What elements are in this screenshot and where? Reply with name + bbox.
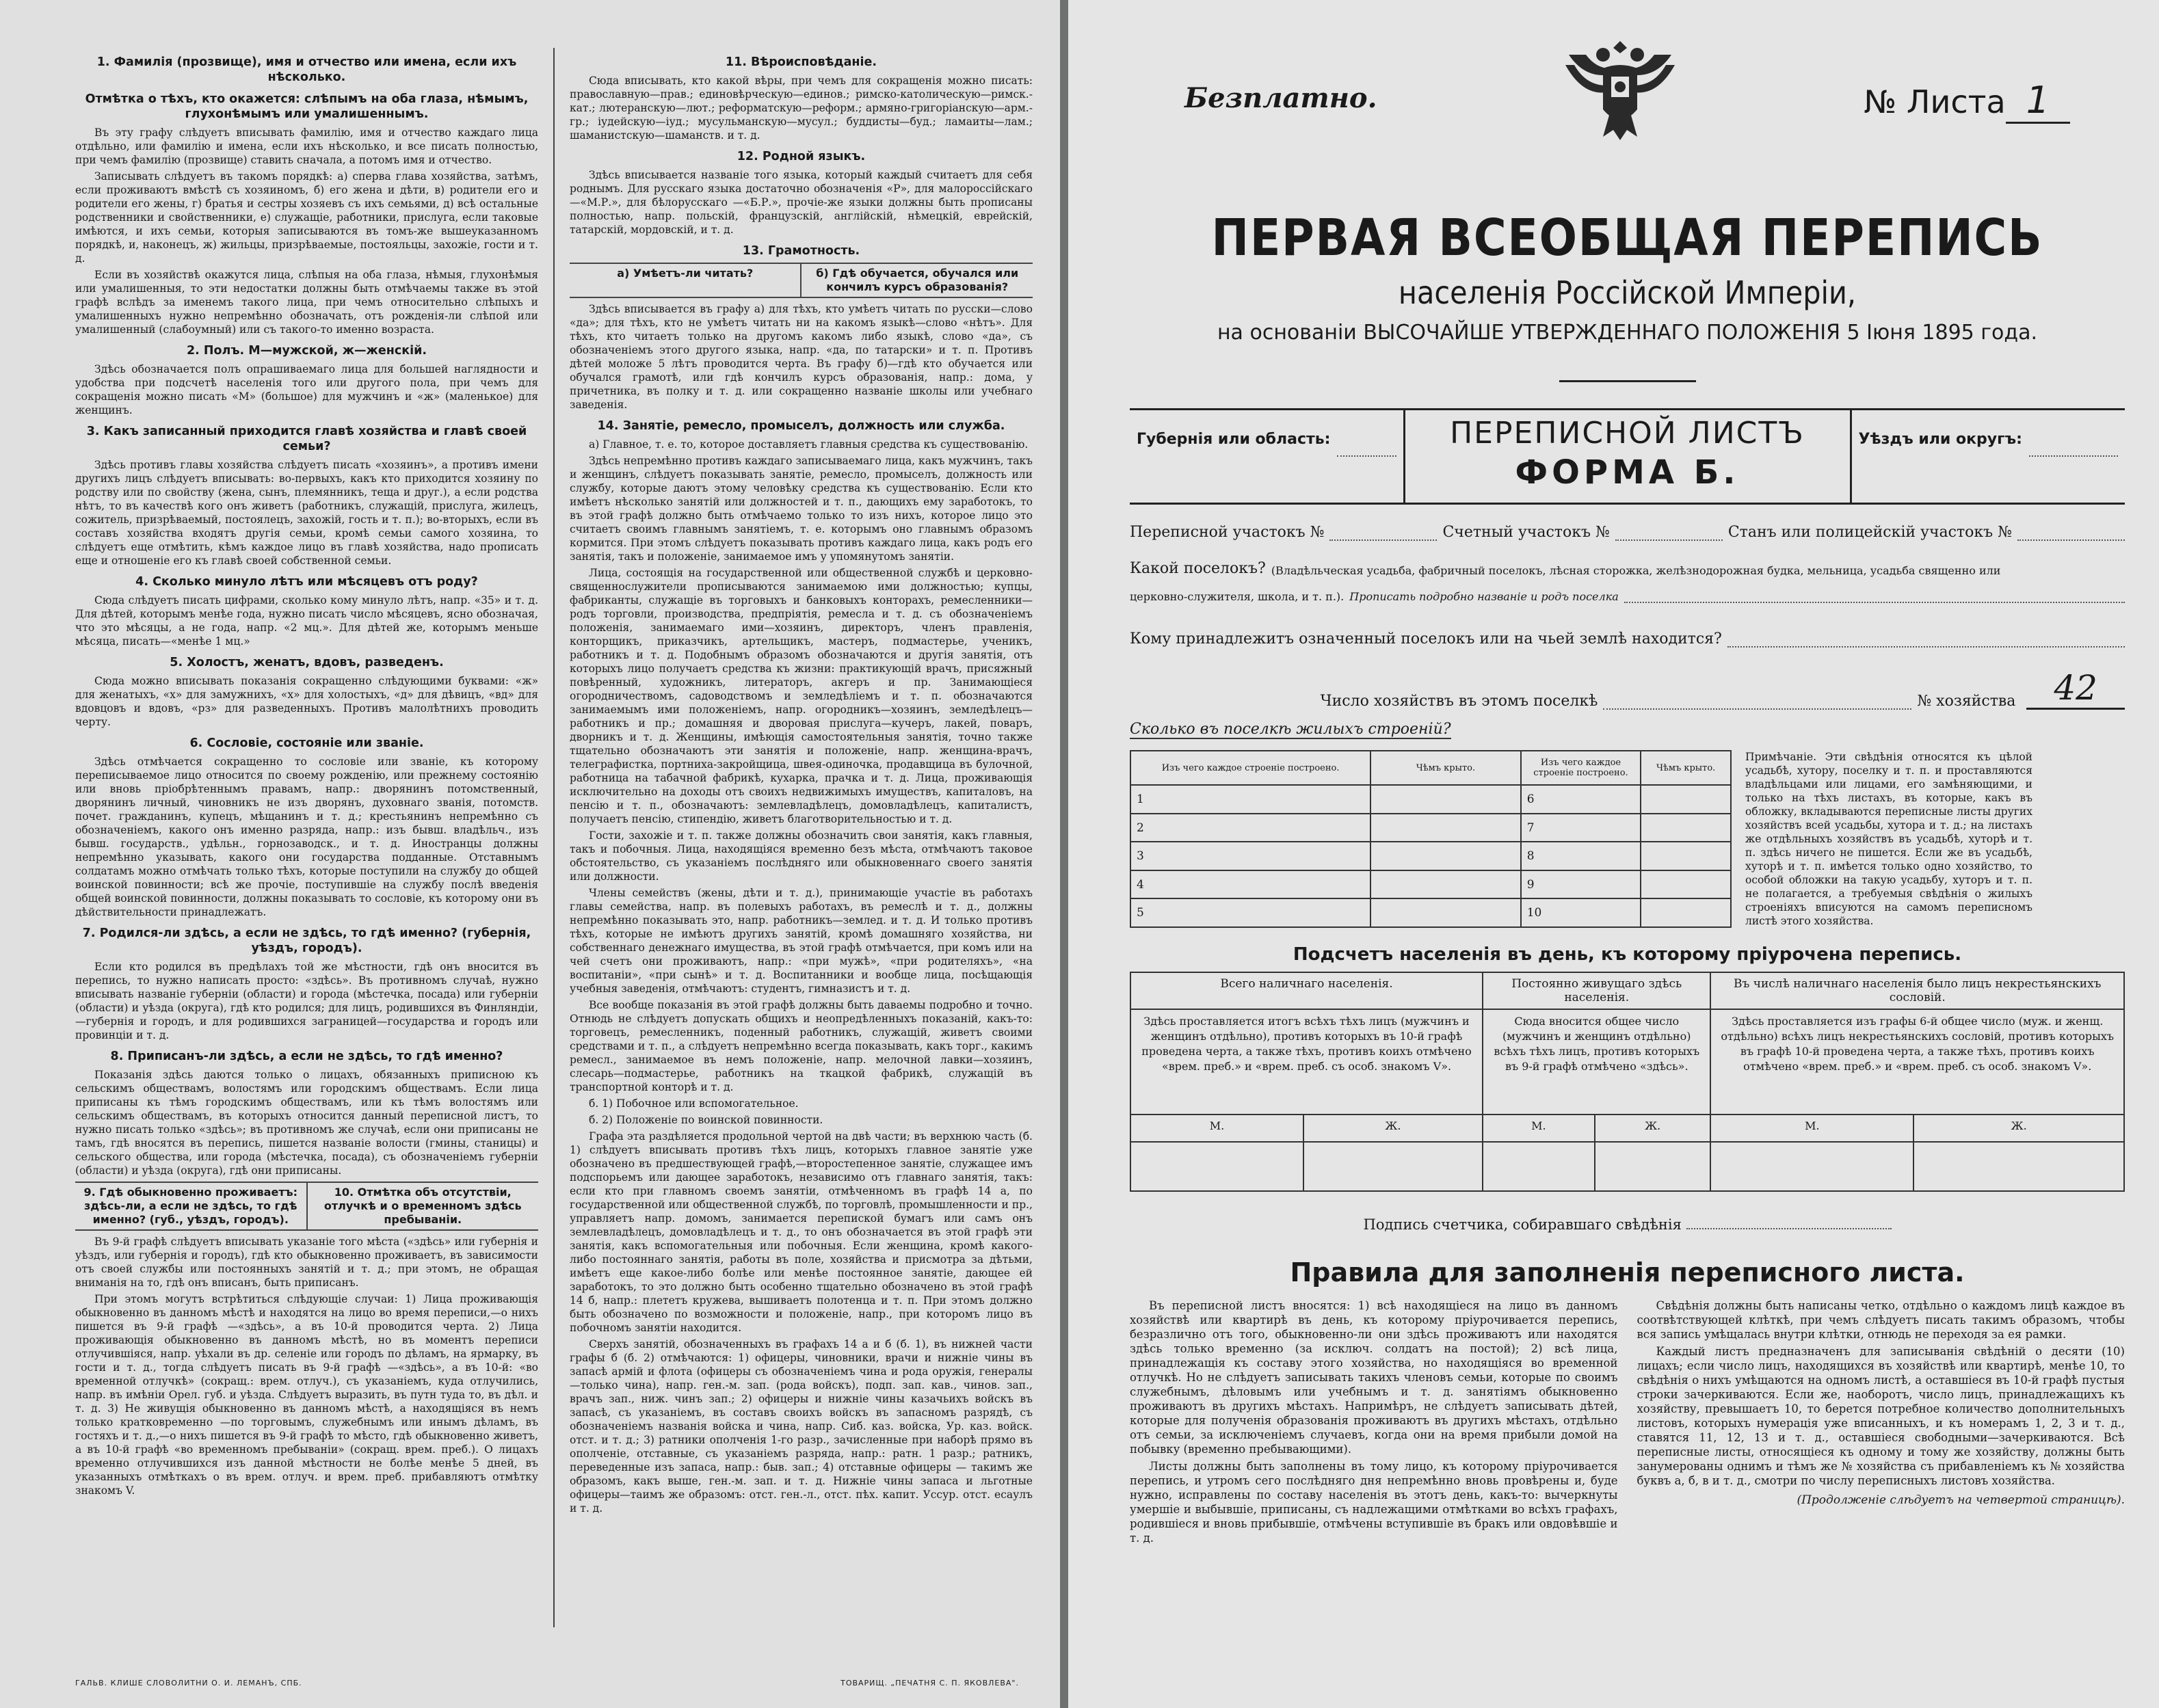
count-desc-non-peasant: Здѣсь проставляется изъ графы 6-й общее число (муж. и женщ. отдѣльно) всѣхъ лицъ некрестьянскихъ сословій, противъ которыхъ въ графѣ 10-й проведена черта, а также тѣхъ, противъ коихъ отмѣчено «врем. преб.» и «врем. преб. съ особ. знакомъ V». <box>1710 1009 2124 1115</box>
house-number-cell: 8 <box>1521 842 1641 870</box>
count-value-cell[interactable] <box>1913 1142 2124 1191</box>
police-precinct-blank[interactable] <box>2017 524 2125 541</box>
precinct-line <box>1130 524 2125 541</box>
households-line <box>1130 668 2125 710</box>
instruction-paragraph: Здѣсь противъ главы хозяйства слѣдуетъ писать «хозяинъ», а противъ имени другихъ лицъ слѣдуетъ вписывать: во-первыхъ, какъ кто приходится хозяину по родству или по свойству (жена, сынъ, племянникъ, теща и друг.), а если родства нѣтъ, то въ качествѣ кого онъ живетъ (работникъ, служащій, прислуга, жилецъ, сожитель, призрѣваемый, постоялецъ, захожій, гость и т. п.); во-вторыхъ, если въ составъ хозяйства входятъ другія семьи, кромѣ семьи самого хозяина, то слѣдуетъ еще отмѣтить, кѣмъ каждое лицо въ главѣ хозяйства, надо прописать еще и отношеніе его къ главѣ своей собственной семьи. <box>75 459 538 567</box>
enumerator-signature-line <box>1130 1216 2125 1233</box>
house-number-cell: 5 <box>1130 898 1370 927</box>
engraver-credit: ГАЛЬВ. КЛИШЕ СЛОВОЛИТНИ О. И. ЛЕМАНЪ, СПБ. <box>75 1679 302 1687</box>
instruction-paragraph: Члены семействъ (жены, дѣти и т. д.), принимающіе участіе въ работахъ главы семейства, напр. въ полевыхъ работахъ, въ ремеслѣ и т. д., должны непремѣнно показывать это, напр. работникъ—землед. и т. д. И только противъ тѣхъ, которые не имѣютъ другихъ занятій, кромѣ домашняго хозяйства, ни собственнаго денежнаго имущества, въ этой графѣ отмѣчается, при комъ или на чей счетъ они проживаютъ, напр.: «при мужѣ», «при родителяхъ», «на воспитаніи», «при сынѣ» и т. д. Воспитанники и вообще лица, посѣщающія учебныя заведенія, отмѣчаютъ: студентъ, гимназистъ и т. д. <box>569 887 1033 995</box>
census-precinct-label: Переписной участокъ № <box>1130 524 1325 541</box>
rule-paragraph: Листы должны быть заполнены въ тому лицо, къ которому пріурочивается перепись, и утромъ сего послѣдняго дня непремѣнно вновь провѣрены и, буде нужно, исправлены по составу населенія въ этотъ день, какъ-то: вычеркнуты умершіе и выбывшіе, приписаны, съ надлежащими отмѣтками во всѣхъ графахъ, родившіеся и вновь прибывшіе, отмѣчены вступившіе въ бракъ или овдовѣвшіе и т. д. <box>1130 1460 1618 1545</box>
district-field <box>1852 410 2125 503</box>
census-precinct-blank[interactable] <box>1329 524 1437 541</box>
instruction-paragraph: Гости, захожіе и т. п. также должны обозначить свои занятія, какъ главныя, такъ и побочныя. Лица, находящіяся временно безъ мѣста, отмѣчаютъ таковое обстоятельство, съ указаніемъ послѣдняго или обыкновеннаго своего занятія или должности. <box>569 829 1033 883</box>
house-number-cell: 6 <box>1521 785 1641 814</box>
house-number-cell: 3 <box>1130 842 1370 870</box>
sheet-number-label: № Листа <box>1864 83 2006 120</box>
decree-line: на основаніи ВЫСОЧАЙШЕ УТВЕРЖДЕННАГО ПОЛОЖЕНІЯ 5 Іюня 1895 года. <box>1217 321 2038 345</box>
houses-col-material: Изъ чего каждое строеніе построено. <box>1130 751 1370 785</box>
table-row <box>1130 814 1731 842</box>
counting-precinct-label: Счетный участокъ № <box>1442 524 1610 541</box>
split-heading-cell: 9. Гдѣ обыкновенно проживаетъ: здѣсь-ли, а если не здѣсь, то гдѣ именно? (губ., уѣздъ, городъ). <box>75 1183 308 1229</box>
house-value-cell[interactable] <box>1370 785 1521 814</box>
house-number-cell: 9 <box>1521 870 1641 899</box>
house-value-cell[interactable] <box>1370 898 1521 927</box>
police-precinct-label: Станъ или полицейскій участокъ № <box>1727 524 2012 541</box>
instruction-paragraph: Сюда можно вписывать показанія сокращенно слѣдующими буквами: «ж» для женатыхъ, «х» для замужнихъ, «х» для холостыхъ, «д» для дѣвицъ, «вд» для вдовцовъ и вдовъ, «рз» для разведенныхъ. Противъ малолѣтнихъ проводить черту. <box>75 675 538 728</box>
count-desc-resident: Сюда вносится общее число (мужчинъ и женщинъ отдѣльно) всѣхъ тѣхъ лицъ, противъ которыхъ въ 9-й графѣ отмѣчено «здѣсь». <box>1483 1009 1710 1115</box>
count-male-label: М. <box>1710 1115 1913 1142</box>
form-header <box>1130 408 2125 505</box>
settlement-hint-3: Прописать подробно названіе и родъ поселка <box>1349 590 1619 603</box>
house-value-cell[interactable] <box>1641 870 1731 899</box>
title-rule <box>1559 380 1696 382</box>
section-heading: 1. Фамилія (прозвище), имя и отчество или имена, если ихъ нѣсколько. <box>96 55 517 84</box>
instruction-paragraph: Здѣсь отмѣчается сокращенно то сословіе или званіе, къ которому переписываемое лицо относится по своему рожденію, или прежнему состоянію или вновь пріобрѣтеннымъ правамъ, напр.: дворянинъ потомственный, дворянинъ личный, чиновникъ не изъ дворянъ, духовнаго званія, потомств. почет. гражданинъ, купецъ, мѣщанинъ и т. д.; крестьянинъ непремѣнно съ обозначеніемъ, какого онъ именно разряда, напр.: изъ бывш. владѣльч., изъ бывш. государств., удѣльн., горнозаводск., и т. д. Иностранцы должны непремѣнно указывать, какого они государства подданные. Отставнымъ солдатамъ можно отмѣчать только тѣхъ, которые поступили на службу до общей воинской повинности; всѣ же прочіе, поступившіе на службу послѣ введенія общей воинской повинности, должны показывать то сословіе, къ которому они въ дѣйствительности принадлежатъ. <box>75 756 538 918</box>
instruction-paragraph: б. 1) Побочное или вспомогательное. <box>588 1097 799 1110</box>
split-heading-cell: а) Умѣетъ-ли читать? <box>570 264 802 297</box>
instruction-paragraph: Здѣсь вписывается названіе того языка, который каждый считаетъ для себя роднымъ. Для русскаго языка достаточно обозначенія «Р», для малороссійскаго—«М.Р.», для бѣлорусскаго —«Б.Р.», прочіе-же языки должны быть прописаны полностью, напр. польскій, французскій, англійскій, нѣмецкій, еврейскій, татарскій, мордовскій, и т. д. <box>569 169 1033 236</box>
count-male-label: М. <box>1130 1115 1303 1142</box>
settlement-hint: (Владѣльческая усадьба, фабричный поселокъ, лѣсная сторожка, желѣзнодорожная будка, мельница, усадьба священно или <box>1271 564 2001 577</box>
instruction-paragraph: а) Главное, т. е. то, которое доставляетъ главныя средства къ существованію. <box>588 438 1029 451</box>
settlement-line <box>1130 560 2125 577</box>
census-title: ПЕРВАЯ ВСЕОБЩАЯ ПЕРЕПИСЬ <box>1211 209 2043 267</box>
split-heading-cell: 10. Отмѣтка объ отсутствіи, отлучкѣ и о временномъ здѣсь пребываніи. <box>323 1186 522 1226</box>
dwellings-note: Примѣчаніе. Эти свѣдѣнія относятся къ цѣлой усадьбѣ, хутору, поселку и т. п. и проставляются владѣльцами или лицами, его замѣняющими, и только на тѣхъ листахъ, въ которые, какъ въ обложку, вкладываются переписные листы других хозяйствъ всей усадьбы, хутора и т. д.; на листахъ же отдѣльныхъ хозяйствъ въ усадьбѣ, хуторѣ и т. п. здѣсь ничего не пишется. Если же въ усадьбѣ, хуторѣ и т. п. имѣется только одно хозяйство, то особой обложки на такую усадьбу, хуторъ и т. п. не полагается, а требуемыя свѣдѣнія о жилыхъ строеніяхъ вписуются на самомъ переписномъ листѣ этого хозяйства. <box>1745 751 2032 927</box>
settlement-blank[interactable] <box>1624 587 2125 603</box>
instruction-paragraph: Въ эту графу слѣдуетъ вписывать фамилію, имя и отчество каждаго лица отдѣльно, или фамилію и имена, если ихъ нѣсколько, и все писать полностью, при чемъ фамилію (прозвище) ставить сначала, а потомъ имя и отчество. <box>75 126 538 166</box>
form-title: ПЕРЕПИСНОЙ ЛИСТЪ <box>1450 416 1805 451</box>
census-form-page <box>1068 0 2159 1708</box>
form-title-box <box>1403 410 1852 503</box>
settlement-line-2 <box>1130 587 2125 603</box>
rules-title: Правила для заполненія переписного листа. <box>1290 1257 1965 1287</box>
instruction-paragraph: б. 2) Положеніе по воинской повинности. <box>588 1114 823 1126</box>
house-value-cell[interactable] <box>1641 842 1731 870</box>
instruction-paragraph: Показанія здѣсь даются только о лицахъ, обязанныхъ приписною къ сельскимъ обществамъ, волостямъ или городскимъ обществамъ. Если лица приписаны къ тѣмъ городскимъ обществамъ, или къ тѣмъ волостямъ или сельскимъ обществамъ, въ которыхъ относится данный переписной листъ, то нужно писать только «здѣсь»; въ противномъ же случаѣ, если они приписаны не тамъ, гдѣ вносятся въ перепись, пишется названіе волости (гмины, станицы) и сельского общества, или города (мѣстечка, посада), съ обозначеніемъ губерніи (области) и уѣзда (округа), гдѣ они приписаны. <box>75 1069 538 1177</box>
signature-label: Подпись счетчика, собиравшаго свѣдѣнія <box>1363 1216 1682 1233</box>
rule-paragraph: Каждый листъ предназначенъ для записыванія свѣдѣній о десяти (10) лицахъ; если число лицъ, находящихся въ хозяйствѣ или квартирѣ, менѣе 10, то свѣдѣнія о нихъ умѣщаются на одномъ листѣ, а оставшіеся въ 10-й графѣ пустыя строки зачеркиваются. Если же, наоборотъ, число лицъ, принадлежащихъ къ хозяйству, превышаетъ 10, то берется потребное количество дополнительныхъ листовъ, которыхъ нумерація уже вписанныхъ, и къ номерамъ 1, 2, 3 и т. д., ставятся 11, 12, 13 и т. д., оставшіеся свободными—зачеркиваются. Всѣ переписные листы, относящіеся къ одному и тому же хозяйству, должны быть занумерованы однимъ и тѣмъ же № хозяйства съ прибавленіемъ къ № хозяйства буквъ а, б, в и т. д., смотри по числу переписныхъ листовъ хозяйства. <box>1637 1345 2125 1487</box>
dwellings-table <box>1130 750 1732 928</box>
section-heading: 11. Вѣроисповѣданіе. <box>725 55 877 69</box>
table-row <box>1130 785 1731 814</box>
rules-column-1 <box>1130 1298 1618 1548</box>
count-female-label: Ж. <box>1595 1115 1711 1142</box>
houses-col-roof-2: Чѣмъ крыто. <box>1641 751 1731 785</box>
table-row <box>1130 898 1731 927</box>
instruction-paragraph: Сюда слѣдуетъ писать цифрами, сколько кому минуло лѣтъ, напр. «35» и т. д. Для дѣтей, которымъ менѣе года, нужно писать число мѣсяцевъ, ясно обозначая, что это мѣсяцы, а не года, напр. «2 мц.». Для дѣтей же, которымъ меньше мѣсяца, писать—«менѣе 1 мц.» <box>75 594 538 648</box>
rule-paragraph: Свѣдѣнія должны быть написаны четко, отдѣльно о каждомъ лицѣ каждое въ соотвѣтствующей клѣткѣ, при чемъ слѣдуетъ писать такимъ образомъ, чтобы вся запись умѣщалась внутри клѣтки, отнюдь не переходя за ея рамки. <box>1637 1299 2125 1341</box>
count-header-present: Всего наличнаго населенія. <box>1130 972 1483 1009</box>
house-value-cell[interactable] <box>1370 870 1521 899</box>
instruction-paragraph: Сверхъ занятій, обозначенныхъ въ графахъ 14 а и б (б. 1), въ нижней части графы б (б. 2) отмѣчаются: 1) офицеры, чиновники, врачи и нижніе чины въ запасѣ армій и флота (офицеры съ обозначеніемъ чина и рода оружія, генералы—только чина), напр. ген.-м. зап. (рода войскъ), подп. зап. кав., чинов. зап., врачъ зап., ниж. чинъ зап.; 2) офицеры и нижніе чины казачьихъ войскъ въ запасѣ, съ указаніемъ, въ составъ своихъ войскъ въ запасномъ разрядѣ, съ обозначеніемъ названія войска и чина, напр. Сиб. каз. войска, Ур. каз. войск. отст. и т. д.; 3) ратники ополченія 1-го разр., зачисленные при наборѣ прямо въ ополченіе, отставные, съ указаніемъ разряда, напр.: ратн. 1 разр.; ратникъ, переведенные изъ запаса, напр.: быв. зап.; 4) отставные офицеры — такимъ же образомъ, какъ выше, ген.-м. зап. и т. д. Нижніе чины запаса и льготные офицеры—таимъ же образомъ: отст. ген.-л., отст. пѣх. капит. Уссур. отст. есаулъ и т. д. <box>569 1338 1033 1514</box>
household-number-value: 42 <box>2026 668 2125 710</box>
free-label: Безплатно. <box>1184 82 1377 114</box>
house-number-cell: 4 <box>1130 870 1370 899</box>
column-divider <box>553 48 555 1627</box>
owner-line <box>1130 630 2125 648</box>
rules-section <box>1130 1298 2125 1548</box>
section-heading: 4. Сколько минуло лѣтъ или мѣсяцевъ отъ роду? <box>135 575 478 589</box>
count-value-cell[interactable] <box>1483 1142 1595 1191</box>
households-label: Число хозяйствъ въ этомъ поселкѣ <box>1320 693 1598 710</box>
count-header-resident: Постоянно живущаго здѣсь населенія. <box>1483 972 1710 1009</box>
table-row <box>1130 842 1731 870</box>
section-heading: 13. Грамотность. <box>742 244 860 258</box>
section-heading: 12. Родной языкъ. <box>737 150 866 163</box>
book-gutter <box>1060 0 1068 1708</box>
houses-col-material-2: Изъ чего каждое строеніе построено. <box>1521 751 1641 785</box>
house-value-cell[interactable] <box>1641 785 1731 814</box>
section-heading: 2. Полъ. М—мужской, ж—женскій. <box>186 344 427 358</box>
instruction-paragraph: Сюда вписывать, кто какой вѣры, при чемъ для сокращенія можно писать: православную—прав.; единовѣрческую—единов.; римско-католическую—римск.-кат.; лютеранскую—лют.; реформатскую—реформ.; армяно-григоріанскую—арм.-гр.; іудейскую—iуд.; мусульманскую—мусул.; буддисты—буд.; ламаиты—лам.; шаманистскую—шаманств. и т. д. <box>569 75 1033 142</box>
dwellings-label: Сколько въ поселкѣ жилыхъ строеній? <box>1130 721 1451 738</box>
house-value-cell[interactable] <box>1641 814 1731 842</box>
rules-column-2 <box>1637 1298 2125 1548</box>
house-number-cell: 7 <box>1521 814 1641 842</box>
instruction-paragraph: Графа эта раздѣляется продольной чертой на двѣ части; въ верхнюю часть (б. 1) слѣдуетъ вписывать противъ тѣхъ лицъ, которыхъ главное занятіе уже обозначено въ предшествующей графѣ,—второстепенное занятіе, служащее имъ подспорьемъ или дающее заработокъ, независимо отъ главнаго занятія, такъ: если кто при главномъ своемъ занятіи, отмѣченномъ въ графѣ 14 а, по государственной или общественной службѣ, по торговлѣ, промышленности и пр., управляетъ напр. домомъ, занимается перепиской бумагъ или самъ онъ землевладѣлецъ, домовладѣлецъ и т. д., то онъ обозначается въ этой графѣ эти занятія, какъ вспомогательныя или побочныя. Если женщина, кромѣ какого-либо постояннаго занятія, работы въ поле, хозяйства и присмотра за дѣтьми, имѣетъ еще какое-либо болѣе или менѣе постоянное занятіе, дающее ей заработокъ, то это должно быть особенно тщательно обозначено въ этой графѣ 14 б, напр.: плететъ кружева, вышиваетъ полотенца и т. п. При этомъ должно быть обозначено по возможности и положеніе, напр., при которомъ лицо въ побочномъ занятіи находится. <box>569 1130 1033 1334</box>
instruction-paragraph: Въ 9-й графѣ слѣдуетъ вписывать указаніе того мѣста («здѣсь» или губернія и уѣздъ, или губернія и городъ), гдѣ кто обыкновенно проживаетъ, въ зависимости отъ своей службы или постоянныхъ занятій и т. д.; при этомъ, не обращая вниманія на то, гдѣ онъ вписанъ, быть приписанъ. <box>75 1236 538 1289</box>
owner-blank[interactable] <box>1727 631 2125 648</box>
house-number-cell: 1 <box>1130 785 1370 814</box>
house-value-cell[interactable] <box>1370 842 1521 870</box>
count-female-label: Ж. <box>1303 1115 1483 1142</box>
instruction-paragraph: Если кто родился въ предѣлахъ той же мѣстности, гдѣ онъ вносится въ перепись, то нужно написать просто: «здѣсь». Въ противномъ случаѣ, нужно вписывать названіе губерніи (области) и города (мѣстечка, посада) или губерніи (области) и уѣзда (округа), гдѣ кто родился; для лицъ, родившихся въ Финляндіи,—губернія и городъ, и для родившихся заграницей—государства и городъ или провинціи и т. д. <box>75 961 538 1041</box>
house-number-cell: 10 <box>1521 898 1641 927</box>
house-number-cell: 2 <box>1130 814 1370 842</box>
instruction-paragraph: Здѣсь непремѣнно противъ каждаго записываемаго лица, какъ мужчинъ, такъ и женщинъ, слѣдуетъ показывать занятіе, ремесло, промыселъ, должность или службу, которые даютъ этому человѣку средства къ существованію. Если кто имѣетъ нѣсколько занятій или должностей и т. п., дающихъ ему заработокъ, то въ этой графѣ должно быть отмѣчаемо только то изъ нихъ, которое лицо это считаетъ своимъ главнымъ занятіемъ, т. е. которымъ оно главнымъ образомъ кормится. При этомъ слѣдуетъ показывать противъ каждаго лица, какъ родъ его занятія, такъ и положеніе, занимаемое имъ у упомянутомъ занятіи. <box>569 455 1033 563</box>
count-desc-present: Здѣсь проставляется итогъ всѣхъ тѣхъ лицъ (мужчинъ и женщинъ отдѣльно), противъ которыхъ въ 10-й графѣ проведена черта, а также тѣхъ, противъ коихъ отмѣчено «врем. преб.» и «врем. преб. съ особ. знакомъ V». <box>1130 1009 1483 1115</box>
sheet-number-field <box>1864 79 2070 122</box>
dwellings-line <box>1130 721 2125 739</box>
sheet-number-value: 1 <box>2006 79 2070 124</box>
household-number-label: № хозяйства <box>1917 693 2016 710</box>
section-heading: 14. Занятіе, ремесло, промыселъ, должность или служба. <box>597 419 1005 433</box>
households-spacer <box>1130 695 1315 710</box>
count-value-cell[interactable] <box>1710 1142 1913 1191</box>
instructions-page <box>0 0 1060 1708</box>
province-label: Губернія или область: <box>1137 431 1331 448</box>
district-label: Уѣздъ или округъ: <box>1858 431 2022 448</box>
settlement-label: Какой поселокъ? <box>1130 560 1266 577</box>
count-value-cell[interactable] <box>1303 1142 1483 1191</box>
census-subtitle: населенія Россійской Имперіи, <box>1398 274 1857 311</box>
section-heading: 6. Сословіе, состояніе или званіе. <box>189 736 424 750</box>
instruction-paragraph: Все вообще показанія въ этой графѣ должны быть даваемы подробно и точно. Отнюдь не слѣдуетъ допускать общихъ и неопредѣленныхъ показаній, какъ-то: торговецъ, ремесленникъ, поденный работникъ, служащій, живетъ своими средствами и т. п., а слѣдуетъ непремѣнно всегда показывать, какъ торг., какимъ ремесл., занимаемое въ немъ положеніе, напр. мелочной лавки—хозяинъ, слесарь—подмастерье, работникъ на ткацкой фабрикѣ, служащій въ транспортной конторѣ и т. д. <box>569 999 1033 1093</box>
section-heading: 8. Приписанъ-ли здѣсь, а если не здѣсь, то гдѣ именно? <box>110 1050 503 1063</box>
dwellings-section <box>1130 750 2125 928</box>
province-field <box>1130 410 1403 503</box>
population-count-table <box>1130 972 2125 1192</box>
instructions-column-1 <box>75 48 538 1627</box>
instruction-paragraph: Лица, состоящія на государственной или общественной службѣ и церковно-священнослужители прописываются занимаемою ими должностью; купцы, фабриканты, служащіе въ торговыхъ и банковыхъ конторахъ, ремесленники—родъ торговли, производства, предпріятія, ремесла и т. д. съ обозначеніемъ положенія, занимаемаго ими—хозяинъ, директоръ, членъ правленія, конторщикъ, приказчикъ, артельщикъ, мастеръ, подмастерье, ученикъ, работникъ и т. д. Подобнымъ образомъ обозначаются и другія занятія, отъ которыхъ лицо получаетъ средства къ жизни: практикующій врачъ, присяжный повѣренный, художникъ, литераторъ, акгеръ и пр. Занимающіеся огородничествомъ, садоводствомъ и земледѣліемъ и т. п. обозначаются занимаемымъ ими положеніемъ, напр. огородникъ—хозяинъ, земледѣлецъ—работникъ и пр.; домашняя и дворовая прислуга—кучеръ, лакей, поваръ, дворникъ и т. д. Женщины, имѣющія самостоятельныя занятія, точно также тщательно обозначаютъ эти занятія и положеніе, напр. женщина-врачъ, телеграфистка, портниха-закройщица, швея-одиночка, продавщица въ булочной, работница на табачной фабрикѣ, кухарка, прачка и т. д. Лица, проживающія исключительно на доходы отъ своихъ недвижимыхъ имуществъ, капиталовъ, на пенсію и т. п., обозначаютъ: землевладѣлецъ, домовладѣлецъ, капиталистъ, получаетъ пенсію, стипендію, живетъ благотворительностью и т. д. <box>569 567 1033 825</box>
district-blank[interactable] <box>2029 431 2118 457</box>
instructions-column-2 <box>570 48 1033 1627</box>
split-heading <box>570 263 1033 298</box>
house-value-cell[interactable] <box>1641 898 1731 927</box>
population-count-title: Подсчетъ населенія въ день, къ которому пріурочена перепись. <box>1293 944 1962 965</box>
instruction-paragraph: Если въ хозяйствѣ окажутся лица, слѣпыя на оба глаза, нѣмыя, глухонѣмыя или умалишенныя, то эти недостатки должны быть отмѣчаемы также въ этой графѣ вслѣдъ за именемъ такого лица, при чемъ относительно слѣпыхъ и умалишенныхъ нужно непремѣнно обозначать, отъ рожденія-ли слѣпой или умалишенный (слабоумный) или съ такого-то именно возраста. <box>75 269 538 336</box>
section-heading: 7. Родился-ли здѣсь, а если не здѣсь, то гдѣ именно? (губернія, уѣздъ, городъ). <box>82 926 531 955</box>
split-heading <box>75 1182 538 1231</box>
double-headed-eagle-icon <box>1555 27 1685 144</box>
split-heading-cell: б) Гдѣ обучается, обучался или кончилъ курсъ образованія? <box>816 267 1019 293</box>
count-female-label: Ж. <box>1913 1115 2124 1142</box>
instruction-paragraph: Здѣсь вписывается въ графу а) для тѣхъ, кто умѣетъ читать по русски—слово «да»; для тѣхъ, кто не умѣетъ читать ни на какомъ языкѣ—слово «нѣтъ». Для тѣхъ, кто читаетъ только на другомъ какомъ либо языкѣ, слово «да», съ обозначеніемъ этого другого языка, напр. «да, по татарски» и т. п. Противъ дѣтей моложе 5 лѣтъ проводится черта. Въ графу б)—гдѣ кто обучается или обучался грамотѣ, или гдѣ кончилъ курсъ образованія, напр.: дома, у причетника, въ полку и т. д. или сокращенно названіе школы или учебнаго заведенія. <box>569 303 1033 411</box>
count-header-non-peasant: Въ числѣ наличнаго населенія было лицъ некрестьянскихъ сословій. <box>1710 972 2124 1009</box>
printer-credit: ТОВАРИЩ. „ПЕЧАТНЯ С. П. ЯКОВЛЕВА". <box>840 1679 1019 1687</box>
counting-precinct-blank[interactable] <box>1615 524 1723 541</box>
owner-label: Кому принадлежитъ означенный поселокъ или на чьей землѣ находится? <box>1130 630 1722 648</box>
province-blank[interactable] <box>1337 431 1396 457</box>
instruction-paragraph: При этомъ могутъ встрѣтиться слѣдующіе случаи: 1) Лица проживающія обыкновенно въ данномъ мѣстѣ и находятся на лицо во время переписи,—о нихъ пишется въ 9-й графѣ —«здѣсь», а въ 10-й проводится черта. 2) Лица проживающія обыкновенно въ данномъ мѣстѣ, но въ моментъ переписи отлучившіяся, напр. уѣхали въ др. селеніе или городъ по дѣламъ, на ярмарку, въ гости и т. д., тогда слѣдуетъ писать въ 9-й графѣ —«здѣсь», а въ 10-й: «во временной отлучкѣ» (сокращ.: врем. отлуч.), съ указаніемъ, куда отлучились, напр. въ имѣніи Орел. губ. и уѣзда. Слѣдуетъ выразить, въ путн туда то, въ дѣл. и т. д. 3) Не живущія обыкновенно въ данномъ мѣстѣ, а находящіяся въ немъ только кратковременно —по торговымъ, служебнымъ или инымъ дѣламъ, въ гостяхъ и т. д.,—о нихъ пишется въ 9-й графѣ то мѣсто, гдѣ обыкновенно живетъ, а въ 10-й графѣ «во временномъ пребываніи» (сокращ. врем. преб.). О лицахъ временно отлучившихся изъ данной мѣстности не болѣе менѣе 5 дней, въ указанныхъ отмѣткахъ о въ врем. отлуч. и врем. преб. прибавляютъ отмѣтку знакомъ V. <box>75 1293 538 1497</box>
count-male-label: М. <box>1483 1115 1595 1142</box>
house-value-cell[interactable] <box>1370 814 1521 842</box>
count-value-cell[interactable] <box>1595 1142 1711 1191</box>
form-type: ФОРМА Б. <box>1515 453 1740 492</box>
count-value-cell[interactable] <box>1130 1142 1303 1191</box>
instruction-paragraph: Здѣсь обозначается полъ опрашиваемаго лица для большей наглядности и удобства при подсчетѣ населенія того или другого пола, при чемъ для сокращенія можно писать «М» (большое) для мужчинъ и «ж» (маленькое) для женщинъ. <box>75 363 538 416</box>
section-heading: 3. Какъ записанный приходится главѣ хозяйства и главѣ своей семьи? <box>86 425 527 453</box>
instruction-paragraph: Записывать слѣдуетъ въ такомъ порядкѣ: а) сперва глава хозяйства, затѣмъ, если проживаютъ вмѣстѣ съ хозяиномъ, б) его жена и дѣти, в) родители его и родители его жены, г) братья и сестры хозяевъ съ ихъ семьями, д) всѣ остальные родственники и свойственники, е) служащіе, работники, прислуга, если таковые имѣются, и ихъ семьи, которыя записываются въ томъ-же вышеуказанномъ порядкѣ, и, наконецъ, ж) жильцы, призрѣваемые, постояльцы, захожіе, гости и т. д. <box>75 170 538 265</box>
households-blank[interactable] <box>1603 693 1911 710</box>
rule-paragraph: Въ переписной листъ вносятся: 1) всѣ находящіеся на лицо въ данномъ хозяйствѣ или квартирѣ въ день, къ которому пріурочивается перепись, безразлично отъ того, обыкновенно-ли они здѣсь проживаютъ или находятся здѣсь только временно (за исключ. солдатъ на постой); 2) всѣ лица, принадлежащія къ составу этого хозяйства, но находящіяся во временной отлучкѣ. Но не слѣдуетъ записывать такихъ членовъ семьи, которые по своимъ служебнымъ, дѣловымъ или учебнымъ и т. д. занятіямъ обыкновенно проживаютъ въ другихъ мѣстахъ. Напримѣръ, не слѣдуетъ записывать дѣтей, которые для полученія образованія проживаютъ въ другихъ мѣстахъ, отдѣльно отъ семьи, за исключеніемъ случаевъ, когда они на время прибыли домой на побывку (временно пребывающими). <box>1130 1299 1618 1456</box>
section-heading: Отмѣтка о тѣхъ, кто окажется: слѣпымъ на оба глаза, нѣмымъ, глухонѣмымъ или умалишеннымъ. <box>85 92 529 121</box>
section-heading: 5. Холостъ, женатъ, вдовъ, разведенъ. <box>170 656 444 669</box>
settlement-hint-2: церковно-служителя, школа, и т. п.). <box>1130 590 1345 603</box>
table-row <box>1130 870 1731 899</box>
houses-col-roof: Чѣмъ крыто. <box>1370 751 1521 785</box>
signature-blank[interactable] <box>1686 1228 1892 1229</box>
continued-note: (Продолженіе слѣдуетъ на четвертой страницѣ). <box>1797 1493 2125 1507</box>
